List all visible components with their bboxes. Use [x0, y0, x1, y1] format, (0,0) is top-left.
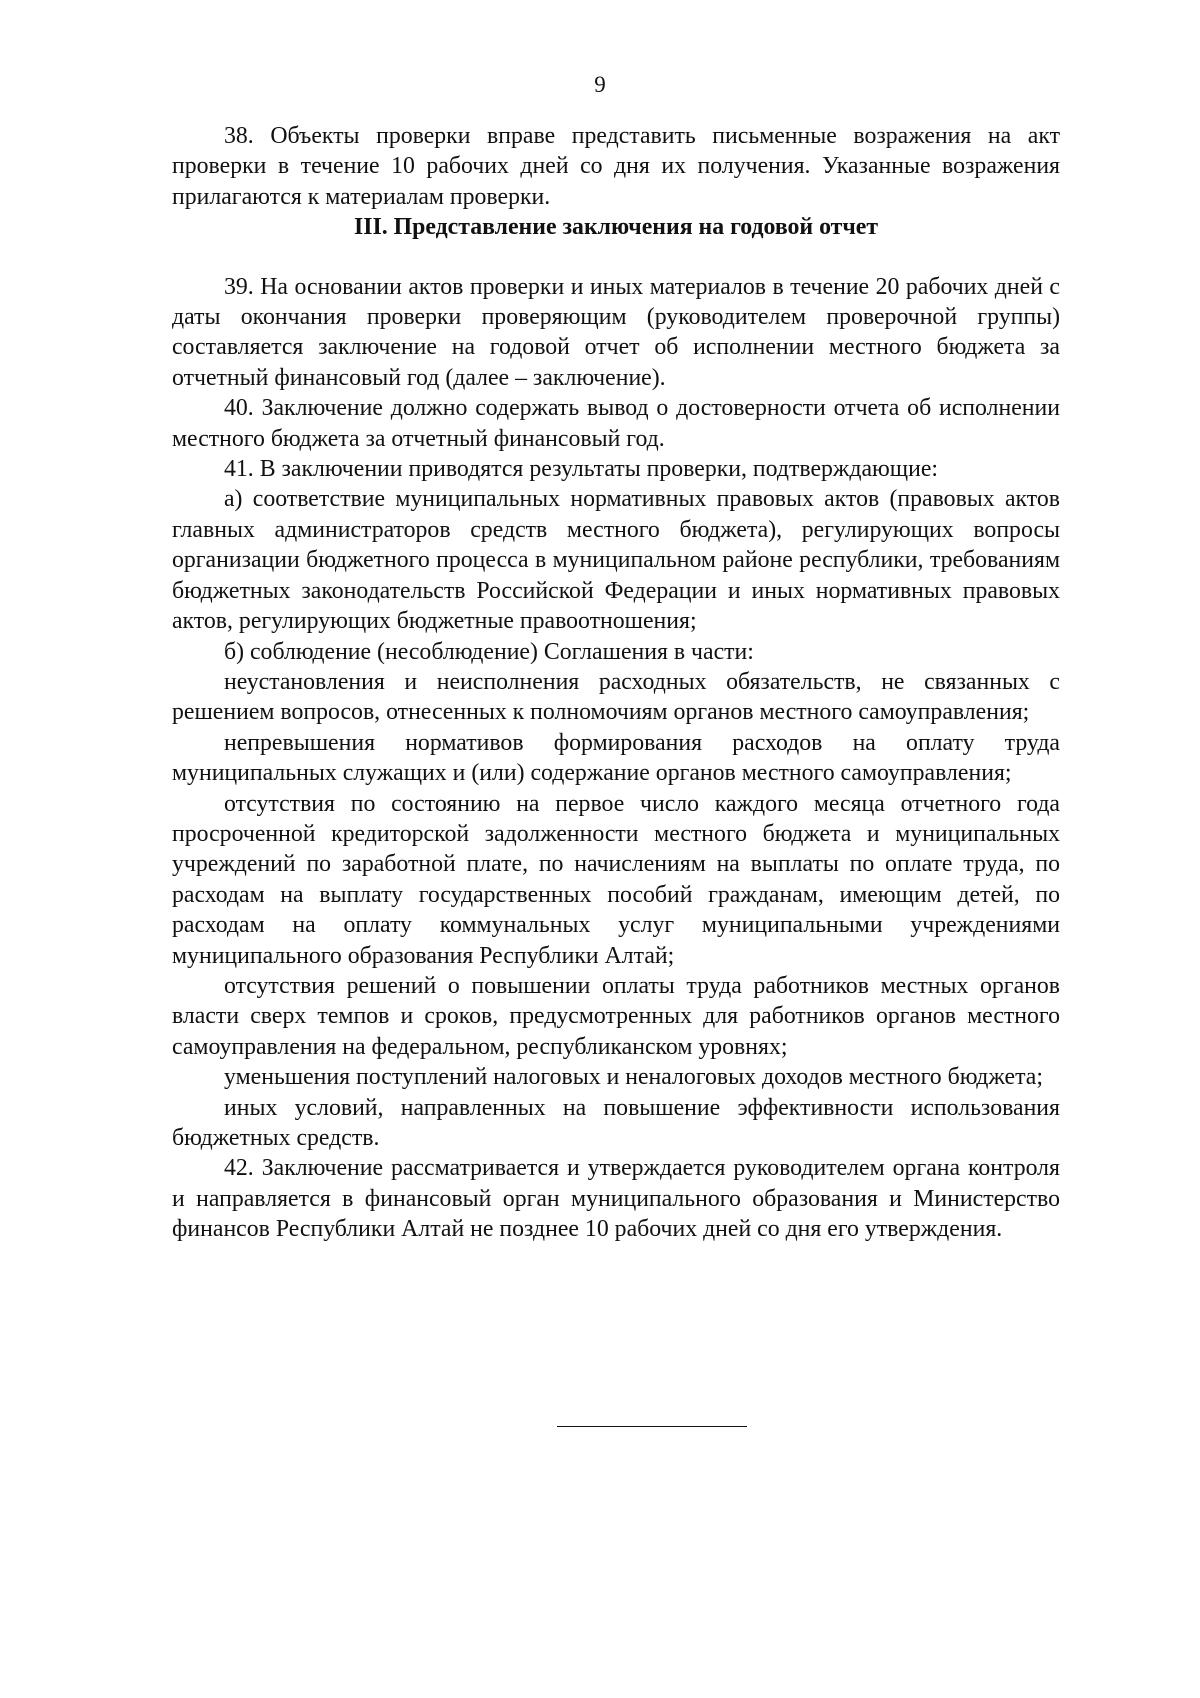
paragraph-41-a: а) соответствие муниципальных нормативных правовых актов (правовых актов главных администраторов средств местного бюджета), регулирующих вопросы организации бюджетного процесса в муниципальном районе республики, требованиям бюджетных законодательств Российской Федерации и иных нормативных правовых актов, регулирующих бюджетные правоотношения;: [172, 486, 1060, 635]
paragraph-42: 42. Заключение рассматривается и утверждается руководителем органа контроля и направляется в финансовый орган муниципального образования и Министерство финансов Республики Алтай не позднее 10 рабочих дней со дня его утверждения.: [172, 1155, 1060, 1243]
list-item-no-pay-raise: отсутствия решений о повышении оплаты труда работников местных органов власти сверх темпов и сроков, предусмотренных для работников органов местного самоуправления на федеральном, республиканском уровнях;: [172, 972, 1060, 1060]
paragraph-38: 38. Объекты проверки вправе представить письменные возражения на акт проверки в течение 10 рабочих дней со дня их получения. Указанные возражения прилагаются к материалам проверки.: [172, 123, 1060, 210]
paragraph-41-b: б) соблюдение (несоблюдение) Соглашения в части:: [224, 638, 754, 665]
paragraph-41: 41. В заключении приводятся результаты проверки, подтверждающие:: [224, 456, 939, 483]
list-item-other-conditions: иных условий, направленных на повышение эффективности использования бюджетных средств.: [172, 1094, 1060, 1151]
document-body: [172, 121, 1060, 1245]
list-item-no-arrears: отсутствия по состоянию на первое число каждого месяца отчетного года просроченной кредиторской задолженности местного бюджета и муниципальных учреждений по заработной плате, по начислениям на выплаты по оплате труда, по расходам на выплату государственных пособий гражданам, имеющим детей, по расходам на оплату коммунальных услуг муниципальными учреждениями муниципального образования Республики Алтай;: [172, 790, 1060, 969]
section-heading: III. Представление заключения на годовой отчет: [353, 214, 879, 241]
paragraph-40: 40. Заключение должно содержать вывод о достоверности отчета об исполнении местного бюджета за отчетный финансовый год.: [172, 395, 1060, 452]
page-number: 9: [594, 72, 606, 97]
list-item-revenue-decrease: уменьшения поступлений налоговых и неналоговых доходов местного бюджета;: [224, 1064, 1043, 1091]
paragraph-39: 39. На основании актов проверки и иных материалов в течение 20 рабочих дней с даты окончания проверки проверяющим (руководителем проверочной группы) составляется заключение на годовой отчет об исполнении местного бюджета за отчетный финансовый год (далее – заключение).: [172, 273, 1060, 391]
end-rule-divider: [557, 1426, 747, 1427]
list-item-non-exceeding: непревышения нормативов формирования расходов на оплату труда муниципальных служащих и (или) содержание органов местного самоуправления;: [172, 729, 1060, 787]
list-item-non-establishment: неустановления и неисполнения расходных обязательств, не связанных с решением вопросов, отнесенных к полномочиям органов местного самоуправления;: [172, 668, 1060, 726]
